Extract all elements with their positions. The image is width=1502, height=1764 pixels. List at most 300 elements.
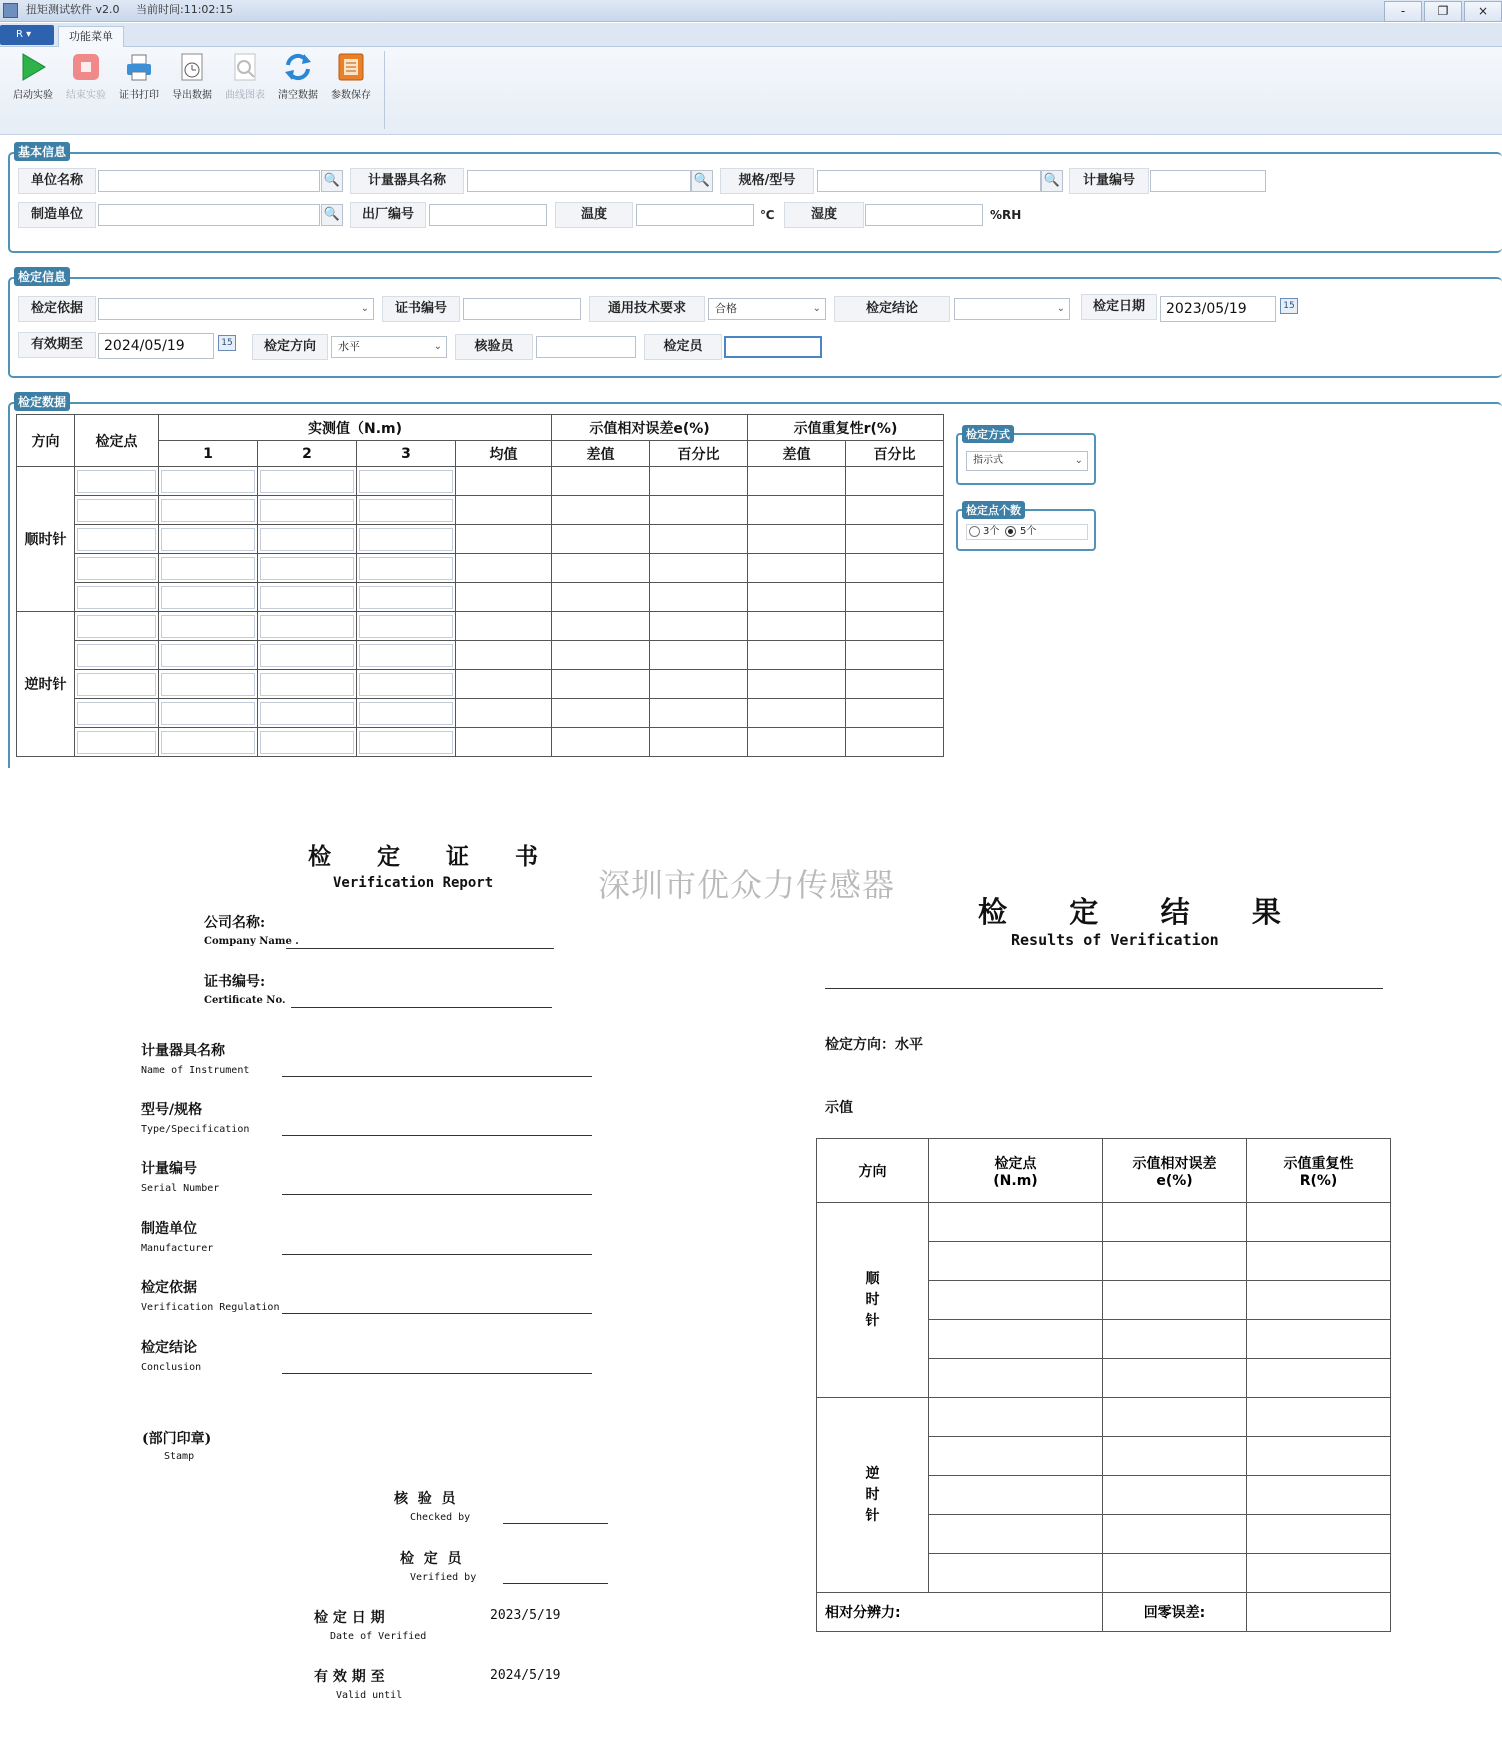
grid-input-cell[interactable] bbox=[75, 699, 159, 728]
grid-value-cell bbox=[552, 699, 650, 728]
grid-input-box[interactable] bbox=[161, 499, 255, 522]
certificate-row-en: Type/Specification bbox=[141, 1124, 250, 1135]
grid-input-box[interactable] bbox=[260, 557, 354, 580]
direction-select[interactable] bbox=[331, 336, 447, 358]
unit-name-label: 单位名称 bbox=[18, 168, 96, 194]
grid-input-box[interactable] bbox=[77, 528, 156, 551]
grid-value-cell bbox=[650, 583, 748, 612]
grid-input-box[interactable] bbox=[260, 731, 354, 754]
points-count-group bbox=[956, 504, 1096, 551]
grid-value-cell bbox=[846, 641, 944, 670]
grid-input-cell[interactable] bbox=[357, 467, 456, 496]
grid-input-cell[interactable] bbox=[159, 467, 258, 496]
grid-value-cell bbox=[456, 525, 552, 554]
checker-input[interactable] bbox=[536, 336, 636, 358]
grid-input-box[interactable] bbox=[359, 644, 453, 667]
grid-value-cell bbox=[748, 728, 846, 757]
cert-no-input[interactable] bbox=[463, 298, 581, 320]
results-header-point-unit: (N.m) bbox=[993, 1172, 1038, 1189]
table-row bbox=[17, 496, 944, 525]
certificate-row-en: Serial Number bbox=[141, 1183, 220, 1194]
mode-value: 指示式 bbox=[973, 455, 1003, 466]
ribbon-toolbar bbox=[0, 47, 1502, 135]
results-value-cell bbox=[1103, 1203, 1247, 1242]
valid-until-value: 2024/5/19 bbox=[490, 1668, 561, 1683]
certificate-row-cn: 检定依据 bbox=[141, 1280, 197, 1296]
certificate-no-cn: 证书编号: bbox=[204, 974, 266, 990]
table-row bbox=[17, 612, 944, 641]
results-value-cell bbox=[1247, 1242, 1391, 1281]
grid-input-cell[interactable] bbox=[357, 496, 456, 525]
certificate-row-line bbox=[282, 1076, 592, 1077]
header-direction: 方向 bbox=[17, 415, 75, 467]
grid-value-cell bbox=[846, 467, 944, 496]
verified-by-en: Verified by bbox=[410, 1572, 477, 1583]
header-measured: 实测值（N.m) bbox=[159, 415, 552, 441]
app-menu-button[interactable]: R ▾ bbox=[0, 25, 54, 45]
results-value-cell bbox=[1103, 1281, 1247, 1320]
tool-label: 曲线图表 bbox=[225, 90, 265, 101]
results-value-cell bbox=[929, 1242, 1103, 1281]
save-params-button[interactable] bbox=[326, 51, 376, 103]
chevron-down-icon: ⌄ bbox=[1074, 455, 1083, 466]
calendar-icon[interactable]: 15 bbox=[218, 335, 236, 351]
results-direction-cw: 顺 时 针 bbox=[817, 1203, 929, 1398]
grid-input-cell[interactable] bbox=[75, 496, 159, 525]
certificate-row-en: Conclusion bbox=[141, 1362, 202, 1373]
grid-input-box[interactable] bbox=[359, 557, 453, 580]
results-reading: 示值 bbox=[825, 1100, 853, 1116]
results-header-error-label: 示值相对误差 bbox=[1132, 1155, 1217, 1172]
stop-experiment-button[interactable] bbox=[61, 51, 111, 103]
save-icon bbox=[335, 51, 367, 83]
checked-by-line bbox=[503, 1523, 608, 1524]
grid-input-cell[interactable] bbox=[357, 612, 456, 641]
grid-input-cell[interactable] bbox=[258, 728, 357, 757]
grid-input-box[interactable] bbox=[77, 470, 156, 493]
grid-value-cell bbox=[552, 496, 650, 525]
grid-input-box[interactable] bbox=[161, 470, 255, 493]
search-icon[interactable]: 🔍 bbox=[321, 204, 343, 226]
results-value-cell bbox=[1247, 1398, 1391, 1437]
grid-input-box[interactable] bbox=[359, 586, 453, 609]
grid-input-cell[interactable] bbox=[159, 525, 258, 554]
basis-label: 检定依据 bbox=[18, 296, 96, 322]
grid-value-cell bbox=[650, 728, 748, 757]
verified-by-cn: 检 定 员 bbox=[400, 1551, 462, 1567]
grid-value-cell bbox=[846, 612, 944, 641]
certificate-row-line bbox=[282, 1194, 592, 1195]
results-value-cell bbox=[929, 1203, 1103, 1242]
grid-input-box[interactable] bbox=[161, 702, 255, 725]
grid-input-cell[interactable] bbox=[357, 583, 456, 612]
grid-value-cell bbox=[846, 699, 944, 728]
results-header-repeat-label: 示值重复性 bbox=[1283, 1155, 1354, 1172]
grid-input-box[interactable] bbox=[161, 586, 255, 609]
grid-input-cell[interactable] bbox=[258, 496, 357, 525]
group-title: 检定数据 bbox=[14, 392, 70, 411]
unit-name-input[interactable] bbox=[98, 170, 320, 192]
grid-input-cell[interactable] bbox=[75, 728, 159, 757]
table-row bbox=[17, 554, 944, 583]
table-row bbox=[17, 467, 944, 496]
zero-error-label: 回零误差: bbox=[1103, 1593, 1247, 1632]
conclusion-select[interactable] bbox=[954, 298, 1070, 320]
table-row bbox=[817, 1398, 1391, 1437]
chevron-down-icon: ⌄ bbox=[1056, 303, 1065, 314]
resolution-label: 相对分辨力: bbox=[817, 1593, 1103, 1632]
grid-input-box[interactable] bbox=[161, 673, 255, 696]
certificate-no-line bbox=[291, 1007, 552, 1008]
grid-value-cell bbox=[748, 641, 846, 670]
results-value-cell bbox=[1103, 1359, 1247, 1398]
table-row bbox=[817, 1203, 1391, 1242]
calendar-icon[interactable]: 15 bbox=[1280, 298, 1298, 314]
verify-data-table bbox=[16, 414, 944, 757]
results-value-cell bbox=[929, 1515, 1103, 1554]
ribbon-tab-strip bbox=[0, 23, 1502, 47]
grid-input-box[interactable] bbox=[77, 644, 156, 667]
grid-input-box[interactable] bbox=[260, 673, 354, 696]
header-m1: 1 bbox=[159, 441, 258, 467]
results-value-cell bbox=[1247, 1515, 1391, 1554]
start-experiment-button[interactable] bbox=[8, 51, 58, 103]
results-value-cell bbox=[1103, 1554, 1247, 1593]
results-value-cell bbox=[1247, 1476, 1391, 1515]
humidity-input[interactable] bbox=[865, 204, 983, 226]
certificate-row-cn: 计量器具名称 bbox=[141, 1043, 225, 1059]
radio-selected-dot bbox=[1008, 529, 1013, 534]
valid-until-en: Valid until bbox=[336, 1690, 403, 1701]
grid-input-box[interactable] bbox=[359, 673, 453, 696]
grid-value-cell bbox=[552, 554, 650, 583]
grid-input-cell[interactable] bbox=[159, 496, 258, 525]
certificate-subtitle: Verification Report bbox=[333, 875, 494, 891]
group-title: 基本信息 bbox=[14, 142, 70, 161]
search-icon[interactable]: 🔍 bbox=[321, 170, 343, 192]
results-value-cell bbox=[1103, 1242, 1247, 1281]
points-count-radios bbox=[966, 524, 1088, 540]
temperature-label: 温度 bbox=[555, 202, 633, 228]
checker-label: 核验员 bbox=[455, 334, 533, 360]
results-title: 检 定 结 果 bbox=[978, 895, 1289, 929]
grid-value-cell bbox=[456, 670, 552, 699]
results-value-cell bbox=[929, 1437, 1103, 1476]
refresh-icon bbox=[282, 51, 314, 83]
results-value-cell bbox=[1247, 1359, 1391, 1398]
verify-info-group bbox=[8, 270, 1502, 378]
grid-input-box[interactable] bbox=[359, 499, 453, 522]
conclusion-label: 检定结论 bbox=[834, 296, 950, 322]
grid-value-cell bbox=[456, 728, 552, 757]
humidity-unit: %RH bbox=[990, 208, 1022, 222]
manufacturer-input[interactable] bbox=[98, 204, 320, 226]
grid-input-box[interactable] bbox=[359, 702, 453, 725]
grid-input-cell[interactable] bbox=[75, 641, 159, 670]
grid-input-cell[interactable] bbox=[258, 670, 357, 699]
tool-label: 启动实验 bbox=[13, 90, 53, 101]
grid-input-cell[interactable] bbox=[258, 641, 357, 670]
export-icon bbox=[176, 51, 208, 83]
search-icon[interactable]: 🔍 bbox=[1041, 170, 1063, 192]
grid-input-cell[interactable] bbox=[357, 554, 456, 583]
grid-value-cell bbox=[650, 612, 748, 641]
certificate-row-line bbox=[282, 1135, 592, 1136]
basis-select[interactable] bbox=[98, 298, 374, 320]
grid-input-box[interactable] bbox=[260, 615, 354, 638]
table-row bbox=[17, 641, 944, 670]
group-title: 检定信息 bbox=[14, 267, 70, 286]
watermark-text: 深圳市优众力传感器 bbox=[598, 866, 896, 904]
results-header-direction: 方向 bbox=[817, 1139, 929, 1203]
grid-input-cell[interactable] bbox=[159, 670, 258, 699]
model-label: 规格/型号 bbox=[720, 168, 814, 194]
results-value-cell bbox=[1247, 1554, 1391, 1593]
results-value-cell bbox=[1103, 1476, 1247, 1515]
grid-value-cell bbox=[456, 612, 552, 641]
results-value-cell bbox=[929, 1476, 1103, 1515]
table-row bbox=[17, 699, 944, 728]
grid-value-cell bbox=[846, 583, 944, 612]
results-value-cell bbox=[1103, 1437, 1247, 1476]
grid-input-box[interactable] bbox=[161, 731, 255, 754]
company-name-line bbox=[286, 948, 554, 949]
title-bar bbox=[0, 0, 1502, 22]
grid-value-cell bbox=[846, 554, 944, 583]
grid-value-cell bbox=[650, 496, 748, 525]
table-row bbox=[17, 583, 944, 612]
grid-input-cell[interactable] bbox=[258, 554, 357, 583]
stamp-en: Stamp bbox=[164, 1451, 195, 1462]
results-value-cell bbox=[1103, 1320, 1247, 1359]
export-data-button[interactable] bbox=[167, 51, 217, 103]
manufacturer-label: 制造单位 bbox=[18, 202, 96, 228]
header-point: 检定点 bbox=[75, 415, 159, 467]
tech-req-value: 合格 bbox=[715, 302, 737, 315]
grid-input-box[interactable] bbox=[77, 731, 156, 754]
grid-input-box[interactable] bbox=[161, 644, 255, 667]
window-title: 扭矩测试软件 v2.0 bbox=[26, 3, 120, 16]
results-value-cell bbox=[1103, 1515, 1247, 1554]
grid-input-cell[interactable] bbox=[258, 699, 357, 728]
grid-value-cell bbox=[552, 612, 650, 641]
certificate-row-line bbox=[282, 1373, 592, 1374]
restore-button[interactable]: ❐ bbox=[1424, 1, 1462, 22]
results-header-error-unit: e(%) bbox=[1156, 1172, 1193, 1189]
grid-input-cell[interactable] bbox=[159, 612, 258, 641]
results-table bbox=[816, 1138, 1391, 1632]
grid-input-box[interactable] bbox=[77, 557, 156, 580]
checked-by-cn: 核 验 员 bbox=[394, 1491, 456, 1507]
results-value-cell bbox=[929, 1359, 1103, 1398]
grid-input-cell[interactable] bbox=[159, 728, 258, 757]
header-error-group: 示值相对误差e(%) bbox=[552, 415, 748, 441]
grid-input-box[interactable] bbox=[161, 557, 255, 580]
grid-input-cell[interactable] bbox=[357, 525, 456, 554]
results-header-repeat bbox=[1247, 1139, 1391, 1203]
temperature-input[interactable] bbox=[636, 204, 754, 226]
serial-number-input[interactable] bbox=[1150, 170, 1266, 192]
tech-req-select[interactable] bbox=[708, 298, 826, 320]
grid-input-cell[interactable] bbox=[357, 670, 456, 699]
grid-input-box[interactable] bbox=[77, 673, 156, 696]
certificate-title: 检 定 证 书 bbox=[308, 843, 549, 870]
header-m2: 2 bbox=[258, 441, 357, 467]
results-value-cell bbox=[1247, 1203, 1391, 1242]
results-value-cell bbox=[929, 1281, 1103, 1320]
grid-input-cell[interactable] bbox=[258, 467, 357, 496]
mode-group bbox=[956, 428, 1096, 485]
grid-value-cell bbox=[748, 670, 846, 699]
grid-input-box[interactable] bbox=[260, 470, 354, 493]
mode-select[interactable] bbox=[966, 451, 1088, 471]
results-value-cell bbox=[929, 1554, 1103, 1593]
company-name-cn: 公司名称: bbox=[204, 915, 266, 931]
tool-label: 参数保存 bbox=[331, 90, 371, 101]
date-verified-en: Date of Verified bbox=[330, 1631, 427, 1642]
chevron-down-icon: ⌄ bbox=[433, 341, 442, 352]
table-row bbox=[17, 670, 944, 699]
tool-label: 证书打印 bbox=[119, 90, 159, 101]
app-icon[interactable] bbox=[3, 3, 18, 18]
verify-data-body bbox=[17, 467, 944, 757]
grid-input-cell[interactable] bbox=[357, 641, 456, 670]
grid-input-box[interactable] bbox=[260, 644, 354, 667]
certificate-row-cn: 制造单位 bbox=[141, 1221, 197, 1237]
radio-3-points[interactable] bbox=[969, 526, 980, 537]
grid-input-cell[interactable] bbox=[258, 612, 357, 641]
date-label: 检定日期 bbox=[1081, 294, 1157, 320]
header-error-percent: 百分比 bbox=[650, 441, 748, 467]
tool-label: 清空数据 bbox=[278, 90, 318, 101]
grid-input-box[interactable] bbox=[77, 702, 156, 725]
certificate-row-en: Verification Regulation bbox=[141, 1302, 280, 1313]
grid-value-cell bbox=[650, 525, 748, 554]
grid-input-box[interactable] bbox=[359, 615, 453, 638]
tab-function-menu[interactable]: 功能菜单 bbox=[58, 26, 124, 48]
results-value-cell bbox=[1103, 1398, 1247, 1437]
valid-until-input[interactable]: 2024/05/19 bbox=[98, 333, 214, 359]
date-verified-cn: 检 定 日 期 bbox=[314, 1610, 385, 1626]
results-header-repeat-unit: R(%) bbox=[1299, 1172, 1338, 1189]
radio-3-label: 3个 bbox=[983, 526, 1000, 537]
grid-input-box[interactable] bbox=[161, 615, 255, 638]
grid-input-cell[interactable] bbox=[357, 699, 456, 728]
chevron-down-icon: ⌄ bbox=[812, 303, 821, 314]
group-title: 检定方式 bbox=[962, 425, 1014, 443]
radio-5-label: 5个 bbox=[1020, 526, 1037, 537]
grid-value-cell bbox=[650, 641, 748, 670]
grid-input-box[interactable] bbox=[359, 470, 453, 493]
grid-input-cell[interactable] bbox=[75, 554, 159, 583]
grid-value-cell bbox=[552, 583, 650, 612]
close-button[interactable]: × bbox=[1464, 1, 1502, 22]
curve-chart-button[interactable] bbox=[220, 51, 270, 103]
zero-error-value bbox=[1247, 1593, 1391, 1632]
header-m3: 3 bbox=[357, 441, 456, 467]
clear-data-button[interactable] bbox=[273, 51, 323, 103]
results-value-cell bbox=[929, 1398, 1103, 1437]
date-verified-value: 2023/5/19 bbox=[490, 1608, 561, 1623]
grid-input-box[interactable] bbox=[260, 702, 354, 725]
grid-value-cell bbox=[456, 583, 552, 612]
grid-value-cell bbox=[846, 670, 944, 699]
print-certificate-button[interactable] bbox=[114, 51, 164, 103]
instrument-name-label: 计量器具名称 bbox=[350, 168, 464, 194]
grid-value-cell bbox=[748, 496, 846, 525]
grid-input-cell[interactable] bbox=[75, 525, 159, 554]
grid-input-cell[interactable] bbox=[75, 670, 159, 699]
grid-input-box[interactable] bbox=[260, 528, 354, 551]
instrument-name-input[interactable] bbox=[467, 170, 691, 192]
grid-input-cell[interactable] bbox=[75, 583, 159, 612]
grid-input-box[interactable] bbox=[260, 586, 354, 609]
grid-value-cell bbox=[552, 641, 650, 670]
grid-input-cell[interactable] bbox=[159, 699, 258, 728]
grid-input-cell[interactable] bbox=[159, 554, 258, 583]
date-input[interactable]: 2023/05/19 bbox=[1160, 296, 1276, 322]
checked-by-en: Checked by bbox=[410, 1512, 471, 1523]
grid-input-box[interactable] bbox=[77, 615, 156, 638]
clock-text: 当前时间:11:02:15 bbox=[136, 3, 234, 16]
grid-value-cell bbox=[650, 467, 748, 496]
grid-input-cell[interactable] bbox=[357, 728, 456, 757]
direction-label: 检定方向 bbox=[252, 334, 328, 360]
direction-value: 水平 bbox=[338, 340, 360, 353]
grid-input-box[interactable] bbox=[260, 499, 354, 522]
app-window bbox=[0, 0, 1502, 768]
direction-cw-cell: 顺时针 bbox=[17, 467, 75, 612]
table-row bbox=[17, 525, 944, 554]
results-value-cell bbox=[1247, 1281, 1391, 1320]
temperature-unit: ℃ bbox=[760, 208, 775, 222]
verifier-input[interactable] bbox=[724, 336, 822, 358]
grid-input-box[interactable] bbox=[77, 499, 156, 522]
factory-no-input[interactable] bbox=[429, 204, 547, 226]
certificate-row-en: Manufacturer bbox=[141, 1243, 214, 1254]
grid-value-cell bbox=[846, 496, 944, 525]
results-title-line bbox=[825, 988, 1383, 989]
grid-value-cell bbox=[456, 699, 552, 728]
grid-value-cell bbox=[748, 583, 846, 612]
chevron-down-icon: ⌄ bbox=[360, 303, 369, 314]
header-error-diff: 差值 bbox=[552, 441, 650, 467]
grid-input-box[interactable] bbox=[161, 528, 255, 551]
stop-icon bbox=[70, 51, 102, 83]
grid-input-box[interactable] bbox=[77, 586, 156, 609]
grid-input-box[interactable] bbox=[359, 528, 453, 551]
grid-input-box[interactable] bbox=[359, 731, 453, 754]
grid-input-cell[interactable] bbox=[258, 583, 357, 612]
grid-value-cell bbox=[650, 670, 748, 699]
model-input[interactable] bbox=[817, 170, 1041, 192]
grid-value-cell bbox=[748, 554, 846, 583]
search-icon[interactable]: 🔍 bbox=[691, 170, 713, 192]
tool-label: 导出数据 bbox=[172, 90, 212, 101]
group-title: 检定点个数 bbox=[962, 501, 1025, 519]
grid-input-cell[interactable] bbox=[75, 612, 159, 641]
results-header-point bbox=[929, 1139, 1103, 1203]
grid-input-cell[interactable] bbox=[159, 641, 258, 670]
radio-5-points[interactable] bbox=[1005, 526, 1016, 537]
header-repeat-diff: 差值 bbox=[748, 441, 846, 467]
grid-input-cell[interactable] bbox=[159, 583, 258, 612]
minimize-button[interactable]: - bbox=[1384, 1, 1422, 22]
certificate-row-line bbox=[282, 1313, 592, 1314]
grid-value-cell bbox=[748, 612, 846, 641]
grid-input-cell[interactable] bbox=[258, 525, 357, 554]
grid-input-cell[interactable] bbox=[75, 467, 159, 496]
